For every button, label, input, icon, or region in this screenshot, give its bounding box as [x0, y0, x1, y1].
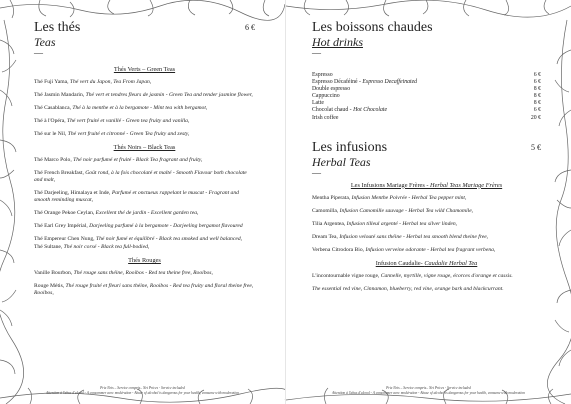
- infusions-subtitle: Herbal Teas: [312, 154, 371, 169]
- section-heading-red-teas: Thés Rouges: [128, 257, 161, 264]
- title-dash: —: [34, 48, 43, 58]
- page-subtitle: Teas: [34, 35, 56, 49]
- footer-alcohol-note: Attention à l'abus d'alcool - A consommer avec modération - Abuse of alcohol is dangerous for your health, consume with moderation: [332, 391, 525, 395]
- menu-item: Mentha Piperata, Infusion Menthe Poivrée - Herbal Tea pepper mint,: [312, 194, 467, 201]
- menu-item: Thé Orange Pekoe Ceylan, Excellent thé de jardin - Excellent garden tea,: [34, 210, 199, 216]
- menu-item: Rouge Métis, Thé rouge fruité et fleuri sans théine, Rooibos - Red tea fruity and floral theine free, Rooibos,: [34, 283, 254, 296]
- menu-item: Thé Empereur Chen Nung, Thé noir fumé et équilibré - Black tea smoked and well balanced,: [34, 236, 243, 242]
- page-title: Les thés: [34, 20, 81, 35]
- menu-item: Vanille Bourbon, Thé rouge sans théine, Rooibos - Red tea theine free, Rooibos,: [34, 270, 213, 276]
- price-row: Double espresso 8 €: [312, 86, 541, 93]
- menu-item: Thé Casablanca, Thé à la menthe et à la bergamote - Mint tea with bergamot,: [34, 105, 208, 111]
- menu-item: Camomilla, Infusion Camomille sauvage - Herbal Tea wild Chamomile,: [312, 207, 474, 214]
- page-footer: [0, 386, 285, 396]
- section-heading-mariage-freres: Les Infusions Mariage Frères - Herbal Teas Mariage Frères: [350, 181, 503, 189]
- teas-price: 6 €: [245, 23, 255, 32]
- section-heading-black-teas: Thés Noirs – Black Teas: [113, 144, 176, 151]
- menu-item: L'incontournable vigne rouge, Cannelle, myrtille, vigne rouge, écorces d'orange et cassis.: [312, 272, 513, 279]
- right-page: [286, 0, 571, 404]
- menu-item: Thé Marco Polo, Thé noir parfumé et fruité - Black Tea fragrant and fruity,: [34, 157, 203, 163]
- footer-prices-note: Prix Nets – Service compris– Net Prices - Service included: [386, 386, 471, 390]
- left-page: [0, 0, 285, 404]
- price-row: Espresso Décaféiné - Espresso Decaffeinated 6 €: [312, 79, 541, 86]
- hot-drinks-title: Les boissons chaudes: [312, 20, 433, 35]
- menu-item: Thé French Breakfast, Goût rond, à la fois chocolaté et malté - Smooth Flavour both chocolate and malt,: [34, 170, 247, 183]
- price-row: Cappuccino 8 €: [312, 93, 541, 100]
- infusions-title: Les infusions: [312, 139, 388, 155]
- menu-item: Thé Jasmin Mandarin, Thé vert et tendres fleurs de jasmin - Green Tea and tender jasmine flower,: [34, 92, 253, 98]
- menu-item: Thé Darjeeling, Himalaya et Inde, Parfumé et onctueux rappelant le muscat - Fragrant and smooth reminding muscat,: [34, 190, 239, 203]
- menu-item: Verbena Citrodora Bio, Infusion verveine odorante - Herbal tea fragrant verbena,: [312, 246, 496, 253]
- menu-item: Dream Tea, Infusion velouté sans théine - Herbal tea smooth blend theine free,: [312, 233, 489, 240]
- price-row: Espresso 6 €: [312, 72, 541, 78]
- section-heading-caudalie: Infusion Caudalie- Caudalie Herbal Tea: [375, 259, 478, 267]
- menu-item: Tilia Argentea, Infusion tilleul argenté - Herbal tea silver linden,: [312, 220, 458, 227]
- footer-alcohol-note: Attention à l'abus d'alcool - A consommer avec modération - Abuse of alcohol is dangerous for your health, consume with moderation: [46, 391, 239, 395]
- menu-item-english: The essential red vine, Cinnamon, blueberry, red vine, orange bark and blackcurrant.: [312, 285, 504, 292]
- hot-drinks-list: [312, 72, 541, 122]
- price-row: Latte 8 €: [312, 100, 541, 107]
- menu-item: Thé Fuji Yama, Thé vert du Japon, Tea From Japan,: [34, 79, 152, 85]
- menu-item: Thé sur le Nil, Thé vert fruité et citronné - Green Tea fruity and zesty,: [34, 131, 190, 137]
- price-row: Chocolat chaud - Hot Chocolate 6 €: [312, 107, 541, 114]
- section-heading-green-teas: Thés Verts – Green Teas: [113, 66, 176, 73]
- price-row: Irish coffee 20 €: [312, 114, 541, 121]
- infusions-dash: —: [312, 167, 321, 178]
- hot-drinks-subtitle: Hot drinks: [312, 35, 363, 49]
- infusions-price: 5 €: [531, 142, 541, 152]
- hot-drinks-dash: —: [312, 48, 321, 58]
- menu-item: Thé à l'Opéra, Thé vert fruité et vanillé - Green tea fruity and vanilla,: [34, 118, 190, 124]
- menu-item: Thé Earl Grey Impérial, Darjeeling parfumé à la bergamote - Darjeeling bergamot flavoured: [34, 223, 243, 229]
- menu-item: Thé Sultane, Thé noir corsé - Black tea full-bodied,: [34, 244, 150, 250]
- footer-prices-note: Prix Nets – Service compris– Net Prices - Service included: [100, 386, 185, 390]
- page-footer: [286, 386, 571, 396]
